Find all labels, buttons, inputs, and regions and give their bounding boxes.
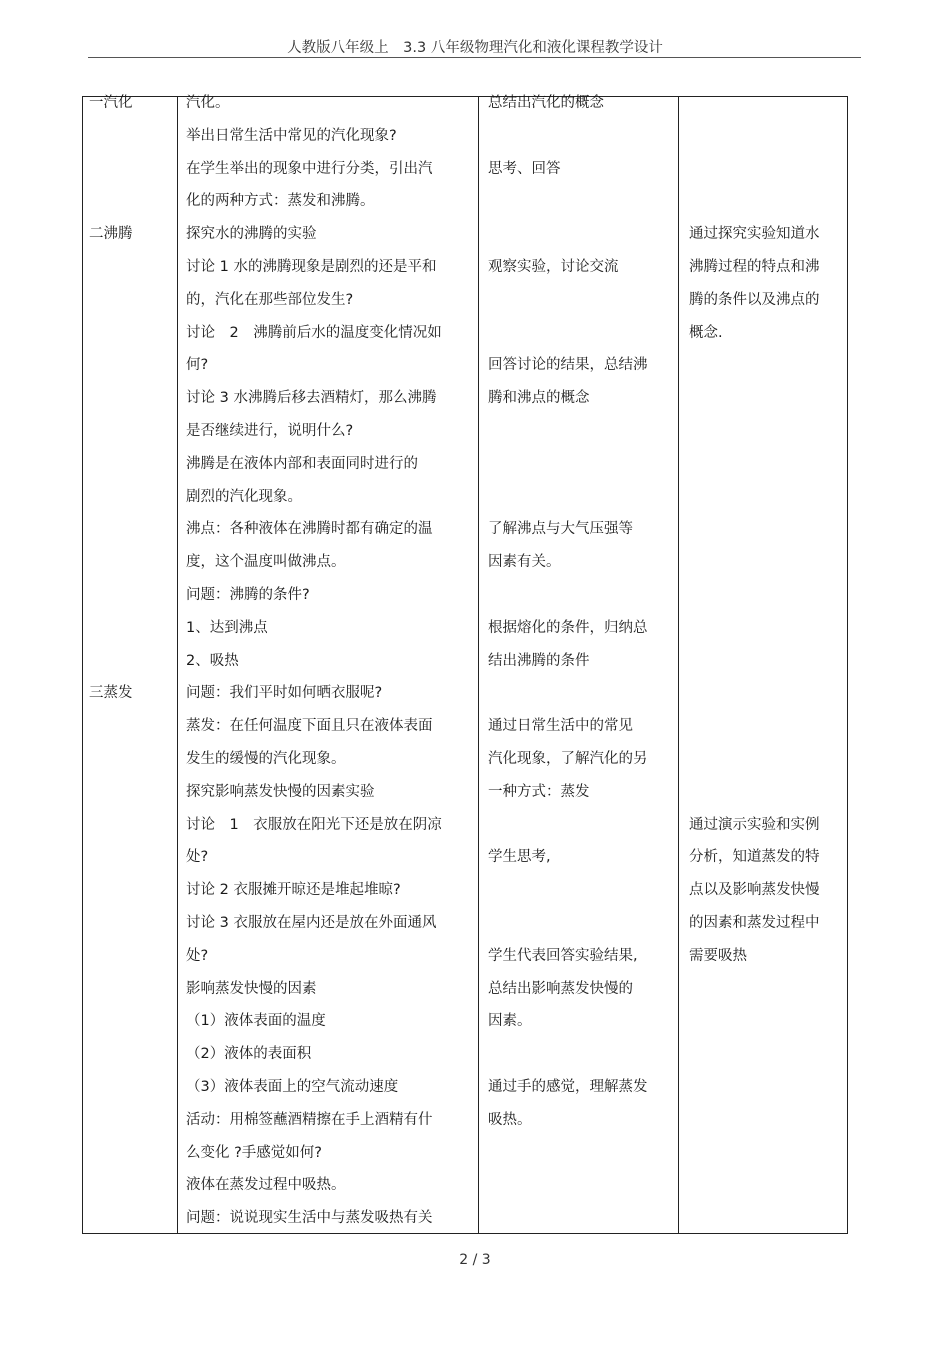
table-cell-line: 学生思考, [488, 849, 551, 866]
table-cell-line: 的因素和蒸发过程中 [689, 914, 820, 931]
table-cell-line: 通过演示实验和实例 [689, 816, 820, 833]
table-cell-line [689, 382, 845, 415]
table-cell-line [89, 645, 171, 678]
table-cell-line [689, 776, 845, 809]
table-cell-line: 发生的缓慢的汽化现象。 [186, 750, 346, 767]
table-cell-line: 思考、回答 [488, 160, 561, 177]
table-cell-line: 问题：沸腾的条件? [186, 586, 310, 603]
table-cell-line: 三蒸发 [89, 685, 133, 702]
table-cell-line [689, 87, 845, 120]
table-cell-line: 腾的条件以及沸点的 [689, 291, 820, 308]
table-cell-line: （1）液体表面的温度 [186, 1013, 326, 1030]
table-cell-line: 需要吸热 [689, 947, 747, 964]
table-cell-line [89, 907, 171, 940]
table-cell-line: 何? [186, 357, 209, 374]
table-cell-line [689, 185, 845, 218]
table-cell-line: 汽化现象，了解汽化的另 [488, 750, 648, 767]
table-cell-line [689, 1137, 845, 1170]
table-cell-line [488, 1137, 673, 1170]
table-cell-line: 总结出影响蒸发快慢的 [488, 980, 633, 997]
table-cell-line [488, 1038, 673, 1071]
table-cell-line [89, 809, 171, 842]
table-cell-line: 影响蒸发快慢的因素 [186, 980, 317, 997]
table-cell-line [89, 546, 171, 579]
table-cell-line [488, 185, 673, 218]
table-cell-line [488, 284, 673, 317]
table-cell-line: 总结出汽化的概念 [488, 95, 604, 111]
table-cell-line [689, 513, 845, 546]
table-cell-line [689, 677, 845, 710]
table-cell-line [689, 1038, 845, 1071]
table-cell-line: 度，这个温度叫做沸点。 [186, 554, 346, 571]
table-cell-line: 分析，知道蒸发的特 [689, 849, 820, 866]
table-cell-line [689, 743, 845, 776]
table-cell-line [89, 251, 171, 284]
table-cell-line: 通过探究实验知道水 [689, 226, 820, 243]
table-cell-line: 化的两种方式：蒸发和沸腾。 [186, 193, 375, 210]
header-divider [88, 57, 861, 58]
table-column-divider [478, 96, 479, 1234]
table-cell-line: 2、吸热 [186, 652, 239, 669]
table-cell-line [488, 809, 673, 842]
page-number: 2 / 3 [459, 1252, 491, 1268]
table-cell-line [89, 1202, 171, 1235]
table-cell-line [689, 1202, 845, 1235]
table-cell-line [689, 481, 845, 514]
table-cell-line [689, 579, 845, 612]
table-cell-line [89, 743, 171, 776]
table-cell-line [488, 317, 673, 350]
table-cell-line [89, 513, 171, 546]
table-cell-line: 沸腾是在液体内部和表面同时进行的 [186, 455, 418, 472]
table-column-divider [678, 96, 679, 1234]
table-cell-line: 举出日常生活中常见的汽化现象? [186, 127, 397, 144]
table-cell-line [689, 645, 845, 678]
table-cell-line [89, 317, 171, 350]
table-cell-line: 概念. [689, 324, 723, 341]
table-cell-line [488, 448, 673, 481]
table-cell-line: 1、达到沸点 [186, 619, 268, 636]
table-cell-line [89, 874, 171, 907]
table-cell-line: 一种方式：蒸发 [488, 783, 590, 800]
table-cell-line [89, 185, 171, 218]
table-cell-line: 根据熔化的条件，归纳总 [488, 619, 648, 636]
table-cell-line [689, 1071, 845, 1104]
table-cell-line [488, 579, 673, 612]
table-cell-line: 汽化。 [186, 95, 230, 111]
table-cell-line [488, 907, 673, 940]
table-cell-line [488, 677, 673, 710]
table-cell-line [689, 120, 845, 153]
table-cell-line [89, 481, 171, 514]
table-cell-line [488, 120, 673, 153]
table-cell-line [89, 1137, 171, 1170]
table-cell-line: 了解沸点与大气压强等 [488, 521, 633, 538]
table-cell-line [689, 1005, 845, 1038]
table-cell-line: 活动：用棉签蘸酒精擦在手上酒精有什 [186, 1111, 433, 1128]
table-cell-line: 结出沸腾的条件 [488, 652, 590, 669]
table-cell-line: 回答讨论的结果，总结沸 [488, 357, 648, 374]
table-cell-line [89, 579, 171, 612]
table-cell-line: 问题：说说现实生活中与蒸发吸热有关 [186, 1210, 433, 1227]
table-cell-line [89, 349, 171, 382]
table-cell-line: 沸腾过程的特点和沸 [689, 258, 820, 275]
table-cell-line [689, 1104, 845, 1137]
table-cell-line [488, 1169, 673, 1202]
table-cell-line [89, 120, 171, 153]
table-cell-line: 通过手的感觉，理解蒸发 [488, 1078, 648, 1095]
table-cell-line: （3）液体表面上的空气流动速度 [186, 1078, 399, 1095]
table-cell-line [89, 1104, 171, 1137]
table-cell-line [488, 874, 673, 907]
table-cell-line [89, 841, 171, 874]
table-cell-line [89, 612, 171, 645]
table-cell-line: 沸点：各种液体在沸腾时都有确定的温 [186, 521, 433, 538]
table-cell-line: 么变化 ?手感觉如何? [186, 1144, 323, 1161]
table-cell-line [89, 1038, 171, 1071]
table-cell-line [89, 1169, 171, 1202]
table-cell-line [89, 153, 171, 186]
table-cell-line: 液体在蒸发过程中吸热。 [186, 1177, 346, 1194]
table-cell-line: 讨论 3 水沸腾后移去酒精灯，那么沸腾 [186, 390, 437, 407]
table-cell-line: 的，汽化在那些部位发生? [186, 291, 354, 308]
table-cell-line: 讨论 1 衣服放在阳光下还是放在阴凉 [186, 816, 442, 833]
table-cell-line [89, 448, 171, 481]
table-column-design-intent [689, 87, 845, 1235]
table-cell-line [689, 349, 845, 382]
table-cell-line: 问题：我们平时如何晒衣服呢? [186, 685, 383, 702]
table-cell-line: 二沸腾 [89, 226, 133, 243]
table-cell-line [488, 1202, 673, 1235]
table-cell-line [488, 481, 673, 514]
table-cell-line: 腾和沸点的概念 [488, 390, 590, 407]
table-cell-line: 处? [186, 947, 209, 964]
table-cell-line [89, 940, 171, 973]
table-cell-line: 因素。 [488, 1013, 532, 1030]
table-column-student-activity [488, 87, 673, 1235]
table-cell-line: 讨论 2 沸腾前后水的温度变化情况如 [186, 324, 442, 341]
table-cell-line [689, 448, 845, 481]
table-cell-line [89, 1071, 171, 1104]
table-cell-line [689, 612, 845, 645]
table-cell-line: 通过日常生活中的常见 [488, 718, 633, 735]
table-cell-line: 处? [186, 849, 209, 866]
table-cell-line: 在学生举出的现象中进行分类，引出汽 [186, 160, 433, 177]
table-cell-line: 探究水的沸腾的实验 [186, 226, 317, 243]
table-column-divider [177, 96, 178, 1234]
table-cell-line: 因素有关。 [488, 554, 561, 571]
table-cell-line: 是否继续进行，说明什么? [186, 422, 354, 439]
table-cell-line [689, 973, 845, 1006]
table-cell-line: 点以及影响蒸发快慢 [689, 882, 820, 899]
table-cell-line: 探究影响蒸发快慢的因素实验 [186, 783, 375, 800]
table-cell-line [89, 710, 171, 743]
table-cell-line [488, 415, 673, 448]
table-cell-line [89, 776, 171, 809]
table-cell-line: 蒸发：在任何温度下面且只在液体表面 [186, 718, 433, 735]
table-cell-line [89, 284, 171, 317]
table-column-section [89, 87, 171, 1235]
table-cell-line: 学生代表回答实验结果, [488, 947, 638, 964]
table-cell-line [89, 415, 171, 448]
table-cell-line: （2）液体的表面积 [186, 1046, 312, 1063]
table-cell-line [689, 710, 845, 743]
page-header: 人教版八年级上 3.3 八年级物理汽化和液化课程教学设计 [287, 40, 663, 56]
table-cell-line [89, 973, 171, 1006]
table-cell-line: 讨论 3 衣服放在屋内还是放在外面通风 [186, 914, 437, 931]
table-cell-line: 一汽化 [89, 95, 133, 111]
table-cell-line: 讨论 2 衣服摊开晾还是堆起堆晾? [186, 882, 401, 899]
table-column-teacher-activity [186, 87, 471, 1235]
table-cell-line [689, 546, 845, 579]
table-cell-line: 吸热。 [488, 1111, 532, 1128]
table-cell-line [89, 1005, 171, 1038]
table-cell-line: 剧烈的汽化现象。 [186, 488, 302, 505]
table-cell-line [689, 415, 845, 448]
table-cell-line [689, 1169, 845, 1202]
table-cell-line [89, 382, 171, 415]
table-cell-line: 观察实验，讨论交流 [488, 258, 619, 275]
table-cell-line [689, 153, 845, 186]
table-cell-line: 讨论 1 水的沸腾现象是剧烈的还是平和 [186, 258, 437, 275]
table-cell-line [488, 218, 673, 251]
